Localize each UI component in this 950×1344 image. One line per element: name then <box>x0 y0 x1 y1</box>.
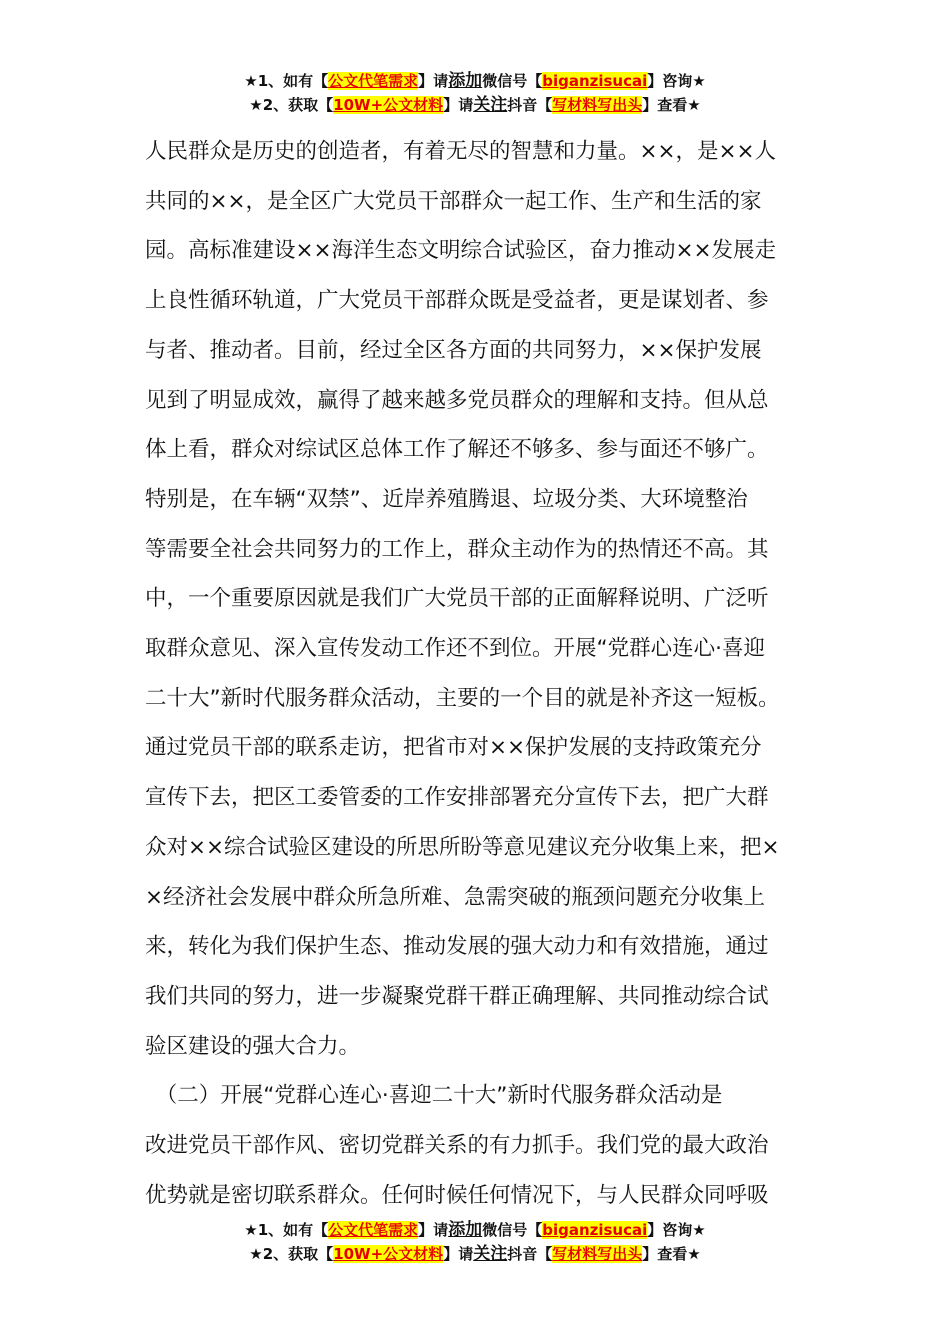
text-line: 验区建设的强大合力。 <box>145 1033 361 1059</box>
text-line: 通过党员干部的联系走访，把省市对××保护发展的支持政策充分 <box>145 735 762 761</box>
douyin-name: 写材料写出头 <box>552 96 643 114</box>
text-line: 见到了明显成效，赢得了越来越多党员群众的理解和支持。但从总 <box>145 387 769 413</box>
banner-line-2: ★2、获取【10W+公文材料】请关注抖音【写材料写出头】查看★ <box>249 1244 701 1264</box>
banner-line-1: ★1、如有【公文代笔需求】请添加微信号【biganzisucai】咨询★ <box>244 71 706 91</box>
text-line: 体上看，群众对综试区总体工作了解还不够多、参与面还不够广。 <box>145 437 769 463</box>
text-line: 我们共同的努力，进一步凝聚党群干群正确理解、共同推动综合试 <box>145 983 769 1009</box>
text-line: 人民群众是历史的创造者，有着无尽的智慧和力量。××，是××人 <box>145 139 777 164</box>
text-line: ×经济社会发展中群众所急所难、急需突破的瓶颈问题充分收集上 <box>145 884 766 910</box>
body-text <box>145 127 825 1220</box>
highlight: 公文代笔需求 <box>328 72 419 90</box>
text-line: 众对××综合试验区建设的所思所盼等意见建议充分收集上来，把× <box>145 834 780 860</box>
text-line: 等需要全社会共同努力的工作上，群众主动作为的热情还不高。其 <box>145 536 769 562</box>
wechat-id: biganzisucai <box>542 72 648 90</box>
text-line: 二十大”新时代服务群众活动，主要的一个目的就是补齐这一短板。 <box>145 685 780 711</box>
banner-line-2: ★2、获取【10W+公文材料】请关注抖音【写材料写出头】查看★ <box>249 95 701 115</box>
text-line: 园。高标准建设××海洋生态文明综合试验区，奋力推动××发展走 <box>145 238 777 264</box>
text-line: 特别是，在车辆“双禁”、近岸养殖腾退、垃圾分类、大环境整治 <box>145 486 748 512</box>
text-line: 改进党员干部作风、密切党群关系的有力抓手。我们党的最大政治 <box>145 1133 769 1159</box>
header-banner <box>0 69 950 117</box>
text-line: 与者、推动者。目前，经过全区各方面的共同努力，××保护发展 <box>145 337 762 363</box>
text-line: 优势就是密切联系群众。任何时候任何情况下，与人民群众同呼吸 <box>145 1182 769 1208</box>
text-line: 共同的××，是全区广大党员干部群众一起工作、生产和生活的家 <box>145 188 762 214</box>
text-line: 上良性循环轨道，广大党员干部群众既是受益者，更是谋划者、参 <box>145 288 769 314</box>
text-line: 中，一个重要原因就是我们广大党员干部的正面解释说明、广泛听 <box>145 586 769 612</box>
banner-line-1: ★1、如有【公文代笔需求】请添加微信号【biganzisucai】咨询★ <box>244 1220 706 1240</box>
text-line: （二）开展“党群心连心·喜迎二十大”新时代服务群众活动是 <box>145 1083 723 1109</box>
text-line: 宣传下去，把区工委管委的工作安排部署充分宣传下去，把广大群 <box>145 785 769 811</box>
highlight: 10W+公文材料 <box>333 96 444 114</box>
footer-banner <box>0 1218 950 1266</box>
text-line: 来，转化为我们保护生态、推动发展的强大动力和有效措施，通过 <box>145 934 769 960</box>
text-line: 取群众意见、深入宣传发动工作还不到位。开展“党群心连心·喜迎 <box>145 636 765 662</box>
